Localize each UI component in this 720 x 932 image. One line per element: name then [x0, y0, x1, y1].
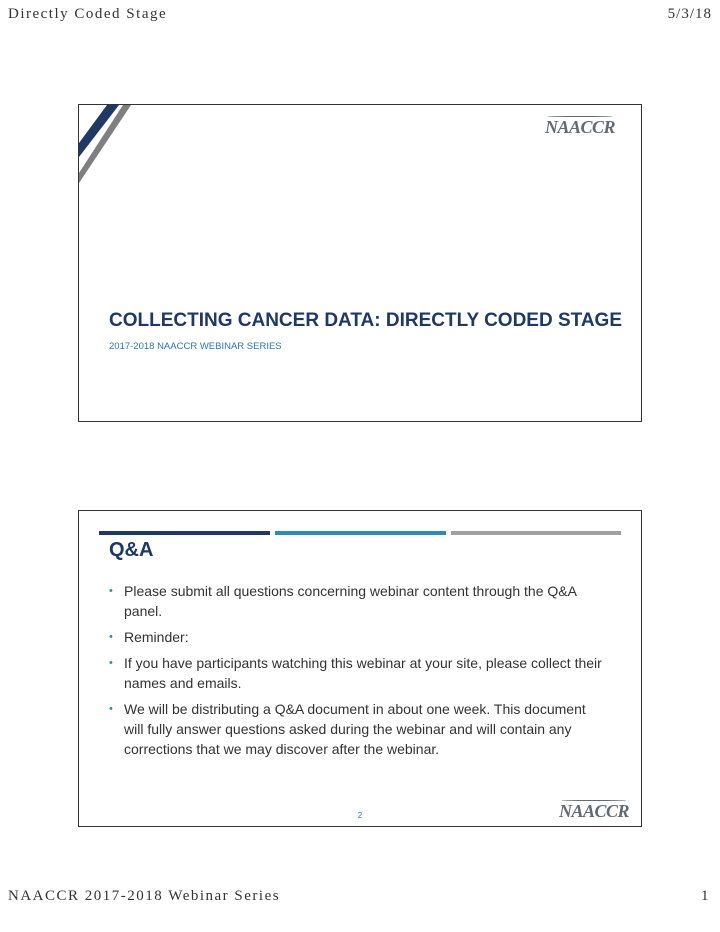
bullet-text: Reminder:: [124, 629, 189, 645]
list-item: [109, 699, 609, 759]
bullet-icon: •: [109, 631, 113, 643]
naaccr-logo: [545, 117, 615, 138]
blue-bar: [275, 531, 446, 535]
header-bars: [99, 531, 621, 535]
slide-2-title: Q&A: [109, 539, 154, 561]
bullet-text: If you have participants watching this webinar at your site, please collect their names and emails.: [124, 655, 602, 691]
list-item: [109, 581, 609, 621]
corner-stripes-graphic: [79, 105, 139, 185]
slide-2: [78, 510, 642, 827]
slide-1-title: COLLECTING CANCER DATA: DIRECTLY CODED STAGE: [109, 310, 623, 331]
page-header-date: 5/3/18: [667, 6, 712, 22]
list-item: [109, 627, 609, 647]
slide-page-number: 2: [357, 811, 363, 820]
page-footer-series: NAACCR 2017-2018 Webinar Series: [8, 888, 281, 904]
naaccr-logo-text: NAACCR: [544, 117, 615, 137]
page-footer-number: 1: [701, 888, 710, 904]
bullet-icon: •: [109, 585, 113, 597]
bullet-text: We will be distributing a Q&A document in about one week. This document will fully answer questions asked during the webinar and will contain any corrections that we may discover after the webinar.: [124, 701, 586, 757]
bullet-text: Please submit all questions concerning webinar content through the Q&A panel.: [124, 583, 577, 619]
bullet-icon: •: [109, 703, 113, 715]
slide-1: [78, 104, 642, 422]
gray-bar: [451, 531, 621, 535]
bullet-list: [109, 581, 609, 765]
navy-bar: [99, 531, 270, 535]
naaccr-logo: [559, 801, 629, 822]
logo-swoosh: [561, 800, 627, 801]
list-item: [109, 653, 609, 693]
bullet-icon: •: [109, 657, 113, 669]
slide-1-subtitle: 2017-2018 NAACCR WEBINAR SERIES: [109, 341, 282, 352]
naaccr-logo-text: NAACCR: [558, 801, 629, 821]
page-header-title: Directly Coded Stage: [8, 6, 168, 22]
